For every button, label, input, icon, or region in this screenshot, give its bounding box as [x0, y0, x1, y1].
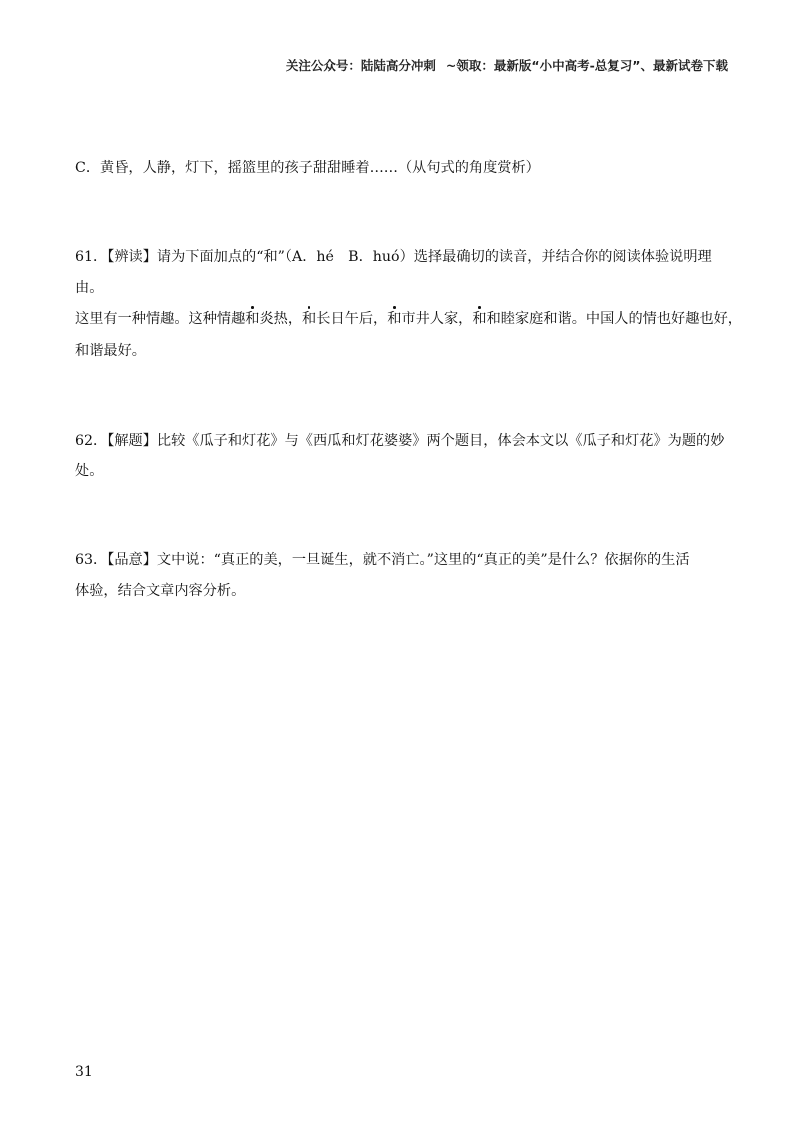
- q61-passage-e: 和睦家庭和谐。中国人的情也好趣也好，: [486, 311, 742, 327]
- page-header: [286, 56, 728, 74]
- q62-line1: 62．【解题】比较《瓜子和灯花》与《西瓜和灯花婆婆》两个题目，体会本文以《瓜子和灯花》为题的妙: [75, 433, 725, 449]
- q63-line1: 63．【品意】文中说：“真正的美，一旦诞生，就不消亡。”这里的“真正的美”是什么？依据你的生活: [75, 552, 690, 568]
- q61-passage-d: 市井人家，: [401, 311, 473, 327]
- q61-passage-a: 这里有一种情趣。这种情趣: [75, 311, 246, 327]
- header-left: 关注公众号：陆陆高分冲刺: [285, 58, 436, 73]
- q61-line1: 61．【辨读】请为下面加点的“和”（A．hé B．huó）选择最确切的读音，并结合你的阅读体验说明理: [75, 249, 712, 265]
- dotted-he-1: 和: [245, 311, 260, 327]
- q61-passage-b: 炎热，: [259, 311, 303, 327]
- page-number: 31: [75, 1064, 93, 1080]
- q61-line2: 由。: [75, 280, 104, 296]
- q61-line4: 和谐最好。: [75, 343, 146, 359]
- q62-line2: 处。: [75, 463, 104, 479]
- dotted-he-4: 和: [472, 311, 487, 327]
- q61-passage: [75, 309, 742, 329]
- q63-line2: 体验，结合文章内容分析。: [75, 583, 246, 599]
- header-right: ~领取：最新版“小中高考-总复习”、最新试卷下载: [445, 58, 728, 73]
- option-c-text: C．黄昏，人静，灯下，摇篮里的孩子甜甜睡着……（从句式的角度赏析）: [75, 160, 540, 176]
- dotted-he-2: 和: [302, 311, 317, 327]
- dotted-he-3: 和: [387, 311, 402, 327]
- q61-passage-c: 长日午后，: [316, 311, 388, 327]
